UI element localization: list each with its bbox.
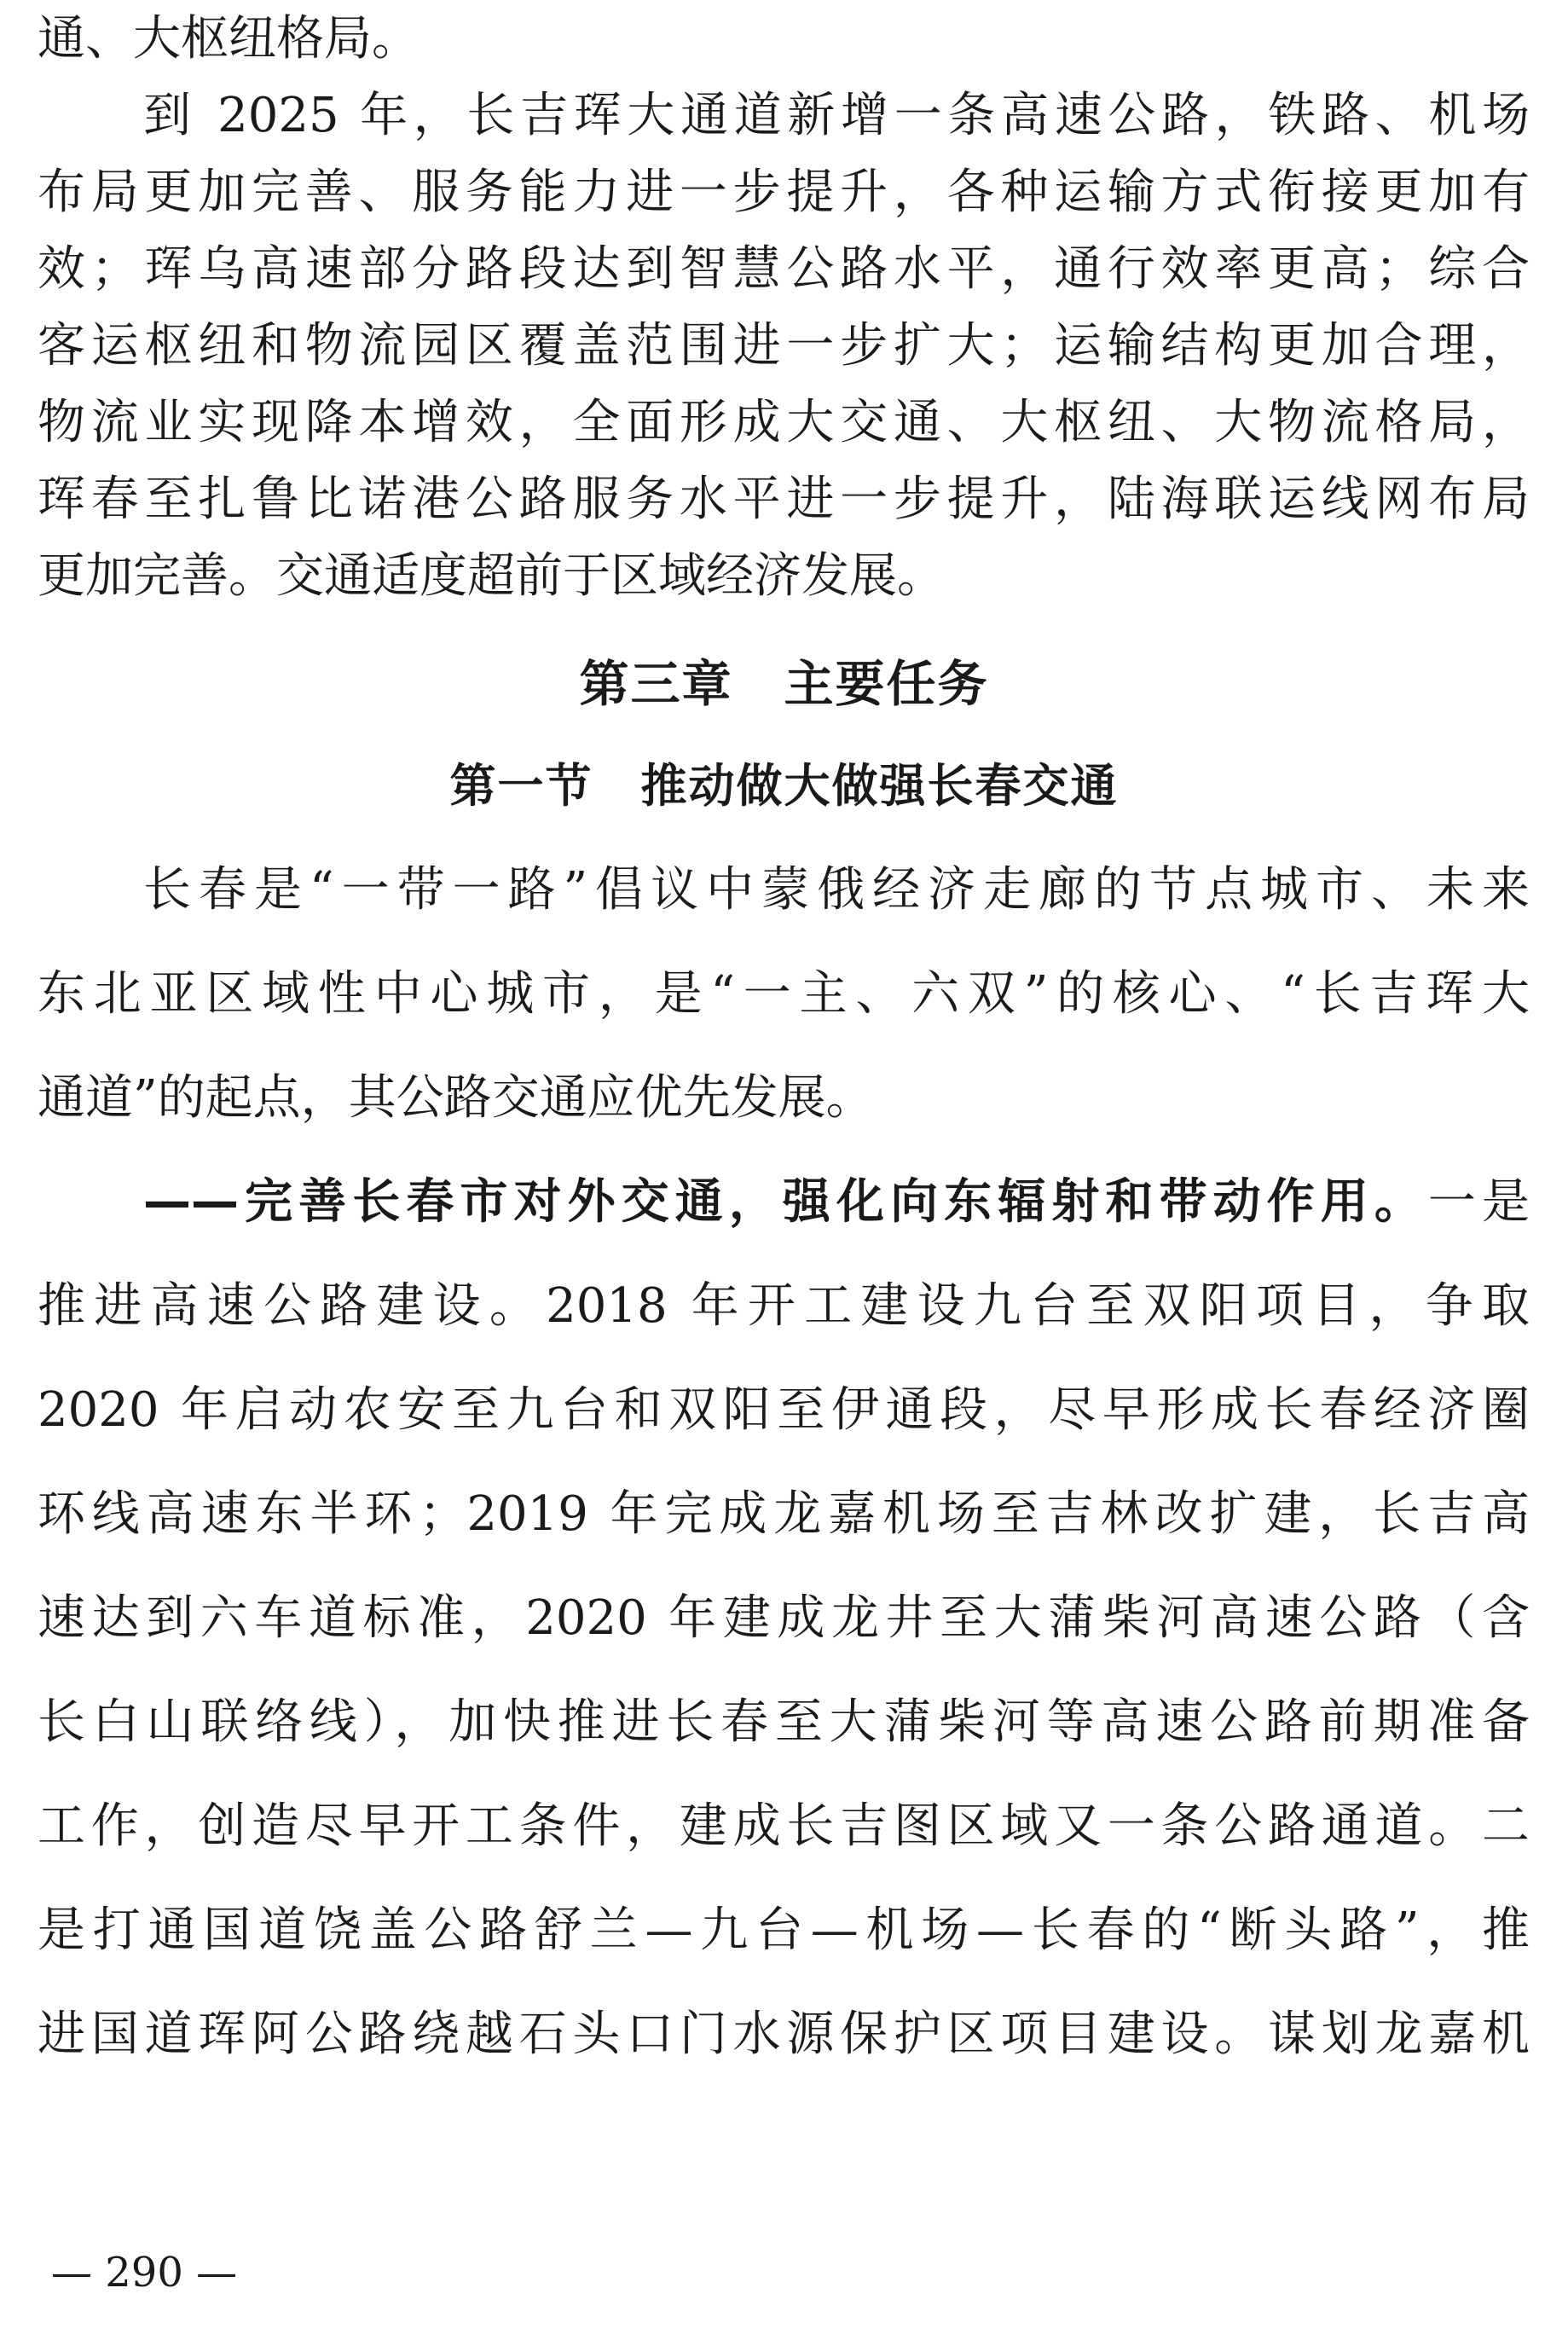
text-line: 进国道珲阿公路绕越石头口门水源保护区项目建设。谋划龙嘉机 [38, 2007, 1530, 2062]
text-line: 长白山联络线），加快推进长春至大蒲柴河等高速公路前期准备 [38, 1694, 1530, 1750]
text-line: 长春是“一带一路”倡议中蒙俄经济走廊的节点城市、未来 [143, 862, 1530, 918]
text-line: 环线高速东半环；2019 年完成龙嘉机场至吉林改扩建，长吉高 [38, 1486, 1530, 1542]
text-line: 珲春至扎鲁比诺港公路服务水平进一步提升，陆海联运线网布局 [38, 472, 1530, 527]
text-line: 布局更加完善、服务能力进一步提升，各种运输方式衔接更加有 [38, 165, 1530, 220]
text-line: 推进高速公路建设。2018 年开工建设九台至双阳项目，争取 [38, 1278, 1530, 1334]
chapter-title: 第三章 主要任务 [579, 655, 989, 713]
text-line: 通、大枢纽格局。 [38, 11, 419, 67]
text-line: 通道”的起点，其公路交通应优先发展。 [38, 1070, 874, 1126]
section-title: 第一节 推动做大做强长春交通 [449, 759, 1119, 813]
text-run: 一是 [1427, 1174, 1530, 1230]
text-line: 效；珲乌高速部分路段达到智慧公路水平，通行效率更高；综合 [38, 241, 1530, 297]
page-number: — 290 — [51, 2249, 238, 2297]
text-line-mixed [143, 1168, 1530, 1237]
text-line: 速达到六车道标准，2020 年建成龙井至大蒲柴河高速公路（含 [38, 1590, 1530, 1646]
text-line: 更加完善。交通适度超前于区域经济发展。 [38, 548, 945, 604]
text-line: 到 2025 年，长吉珲大通道新增一条高速公路，铁路、机场 [143, 88, 1530, 143]
text-line: 物流业实现降本增效，全面形成大交通、大枢纽、大物流格局， [38, 395, 1530, 450]
text-line: 东北亚区域性中心城市，是“一主、六双”的核心、“长吉珲大 [38, 966, 1530, 1022]
text-line: 客运枢纽和物流园区覆盖范围进一步扩大；运输结构更加合理， [38, 318, 1530, 374]
text-line: 是打通国道饶盖公路舒兰—九台—机场—长春的“断头路”，推 [38, 1903, 1530, 1958]
text-line: 工作，创造尽早开工条件，建成长吉图区域又一条公路通道。二 [38, 1798, 1530, 1854]
text-line: 2020 年启动农安至九台和双阳至伊通段，尽早形成长春经济圈 [38, 1382, 1530, 1438]
bold-lead-text: ——完善长春市对外交通，强化向东辐射和带动作用。 [143, 1174, 1428, 1230]
